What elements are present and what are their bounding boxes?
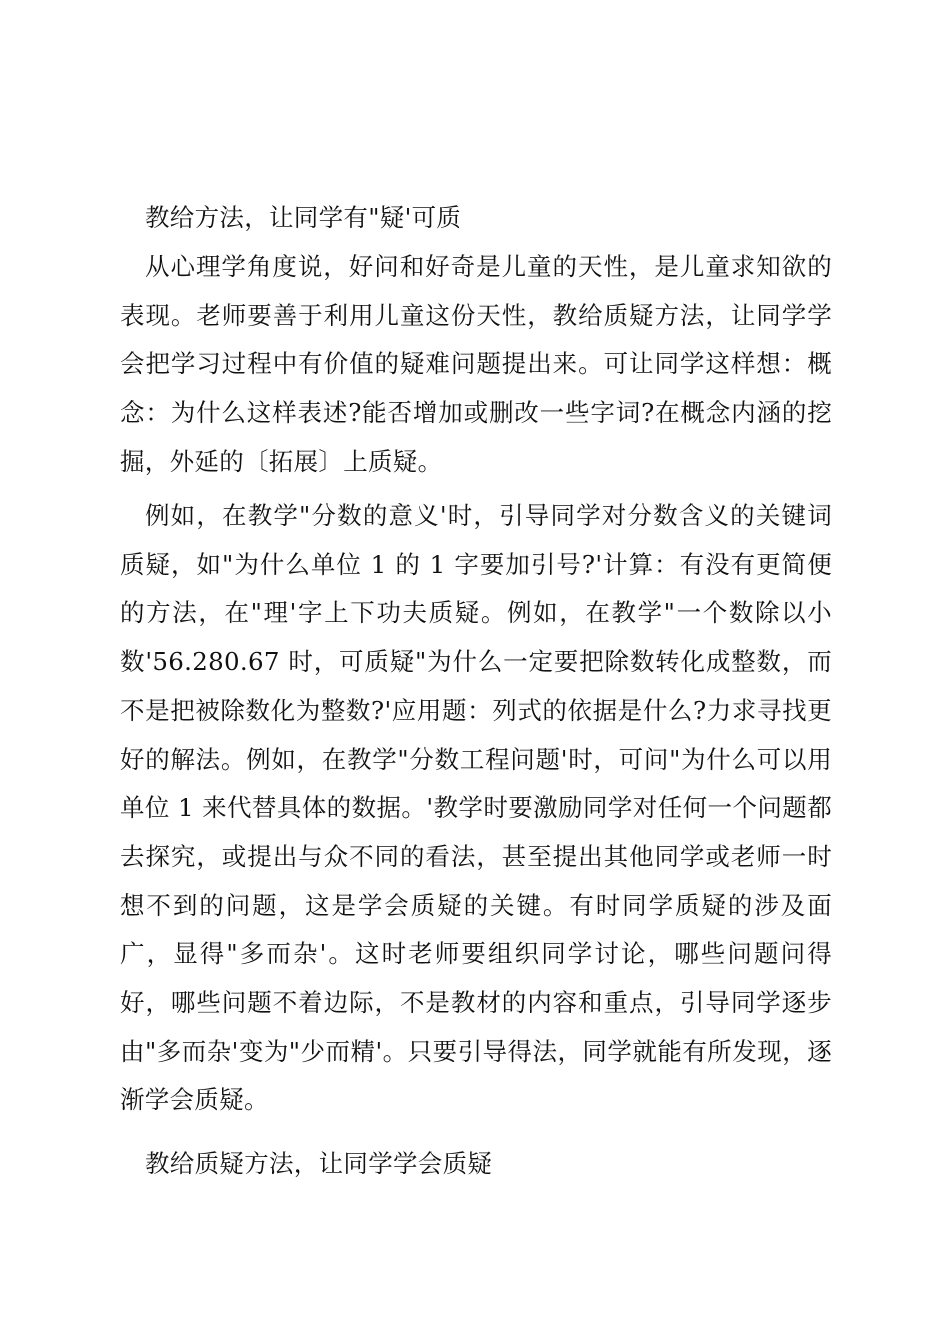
section-heading: 教给质疑方法，让同学学会质疑	[145, 1149, 493, 1178]
body-paragraph: 例如，在教学"分数的意义'时，引导同学对分数含义的关键词质疑，如"为什么单位 1 的 1 字要加引号?'计算：有没有更简便的方法，在"理'字上下功夫质疑。例如，在教学"一个数除以小数'56.280.67 时，可质疑"为什么一定要把除数转化成整数，而不是把被除数化为整数?'应用题：列式的依据是什么?力求寻找更好的解法。例如，在教学"分数工程问题'时，可问"为什么可以用单位 1 来代替具体的数据。'教学时要激励同学对任何一个问题都去探究，或提出与众不同的看法，甚至提出其他同学或老师一时想不到的问题，这是学会质疑的关键。有时同学质疑的涉及面广，显得"多而杂'。这时老师要组织同学讨论，哪些问题问得好，哪些问题不着边际，不是教材的内容和重点，引导同学逐步由"多而杂'变为"少而精'。只要引导得法，同学就能有所发现，逐渐学会质疑。	[120, 501, 832, 1115]
section-heading: 教给方法，让同学有"疑'可质	[145, 203, 462, 232]
body-paragraph: 从心理学角度说，好问和好奇是儿童的天性，是儿童求知欲的表现。老师要善于利用儿童这份天性，教给质疑方法，让同学学会把学习过程中有价值的疑难问题提出来。可让同学这样想：概念：为什么这样表述?能否增加或删改一些字词?在概念内涵的挖掘，外延的〔拓展〕上质疑。	[120, 252, 832, 476]
